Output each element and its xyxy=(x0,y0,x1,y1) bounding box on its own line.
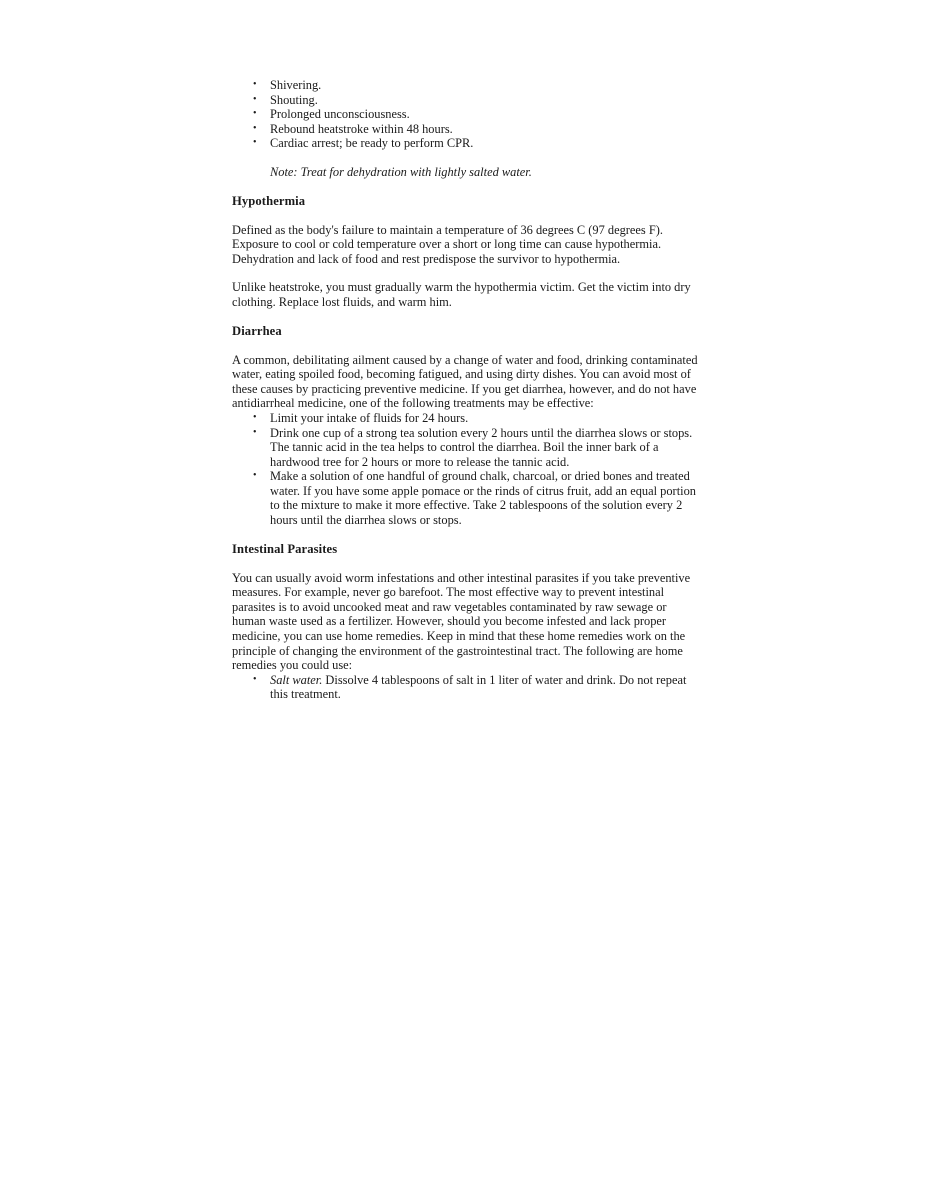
hypothermia-heading: Hypothermia xyxy=(232,193,306,208)
heatstroke-complications-list xyxy=(232,78,702,151)
bullet-icon: • xyxy=(253,108,257,120)
list-item: • Cardiac arrest; be ready to perform CPR. xyxy=(253,136,474,151)
list-item: • Make a solution of one handful of ground chalk, charcoal, or dried bones and treated water. If you have some apple pomace or the rinds of citrus fruit, add an equal portion to the mixture to make it more effective. Take 2 tablespoons of the solution every 2 hours until the diarrhea slows or stops. xyxy=(253,469,696,528)
list-item: • Prolonged unconsciousness. xyxy=(253,107,410,122)
list-item: • Drink one cup of a strong tea solution every 2 hours until the diarrhea slows or stops. The tannic acid in the tea helps to control the diarrhea. Boil the inner bark of a hardwood tree for 2 hours or more to release the tannic acid. xyxy=(253,425,693,469)
bullet-icon: • xyxy=(253,673,257,685)
intestinal-parasites-paragraph: You can usually avoid worm infestations and other intestinal parasites if you take preventive measures. For example, never go barefoot. The most effective way to prevent intestinal parasites is to avoid uncooked meat and raw vegetables contaminated by raw sewage or human waste used as a fertilizer. However, should you become infested and lack proper medicine, you can use home remedies. Keep in mind that these home remedies work on the principle of changing the environment of the gastrointestinal tract. The following are home remedies you could use: xyxy=(232,570,691,673)
diarrhea-treatments-list xyxy=(232,411,702,528)
bullet-icon: • xyxy=(253,122,257,134)
dehydration-note: Note: Treat for dehydration with lightly salted water. xyxy=(270,164,532,179)
remedy-label: Salt water. xyxy=(270,672,323,687)
remedy-text: Dissolve 4 tablespoons of salt in 1 liter of water and drink. Do not repeat this treatment. xyxy=(270,672,687,702)
bullet-icon: • xyxy=(253,79,257,90)
hypothermia-paragraph-1: Defined as the body's failure to maintain a temperature of 36 degrees C (97 degrees F). Exposure to cool or cold temperature over a short or long time can cause hypothermia. Dehydration and lack of food and rest predispose the survivor to hypothermia. xyxy=(232,222,663,266)
home-remedies-list xyxy=(232,673,702,702)
document-page xyxy=(232,78,702,702)
bullet-icon: • xyxy=(253,470,257,482)
diarrhea-heading: Diarrhea xyxy=(232,323,282,338)
list-item: • Shivering. xyxy=(253,78,322,92)
bullet-icon: • xyxy=(253,93,257,105)
hypothermia-paragraph-2: Unlike heatstroke, you must gradually warm the hypothermia victim. Get the victim into dry clothing. Replace lost fluids, and warm him. xyxy=(232,280,691,309)
list-item: • Rebound heatstroke within 48 hours. xyxy=(253,121,453,136)
bullet-icon: • xyxy=(253,411,257,423)
diarrhea-paragraph: A common, debilitating ailment caused by a change of water and food, drinking contaminated water, eating spoiled food, becoming fatigued, and using dirty dishes. You can avoid most of these causes by practicing preventive medicine. If you get diarrhea, however, and do not have antidiarrheal medicine, one of the following treatments may be effective: xyxy=(232,352,698,411)
bullet-icon: • xyxy=(253,426,257,438)
list-item xyxy=(232,673,702,702)
list-item: • Shouting. xyxy=(253,92,318,107)
bullet-icon: • xyxy=(253,137,257,149)
intestinal-parasites-heading: Intestinal Parasites xyxy=(232,541,338,556)
list-item: • Limit your intake of fluids for 24 hours. xyxy=(253,410,469,425)
